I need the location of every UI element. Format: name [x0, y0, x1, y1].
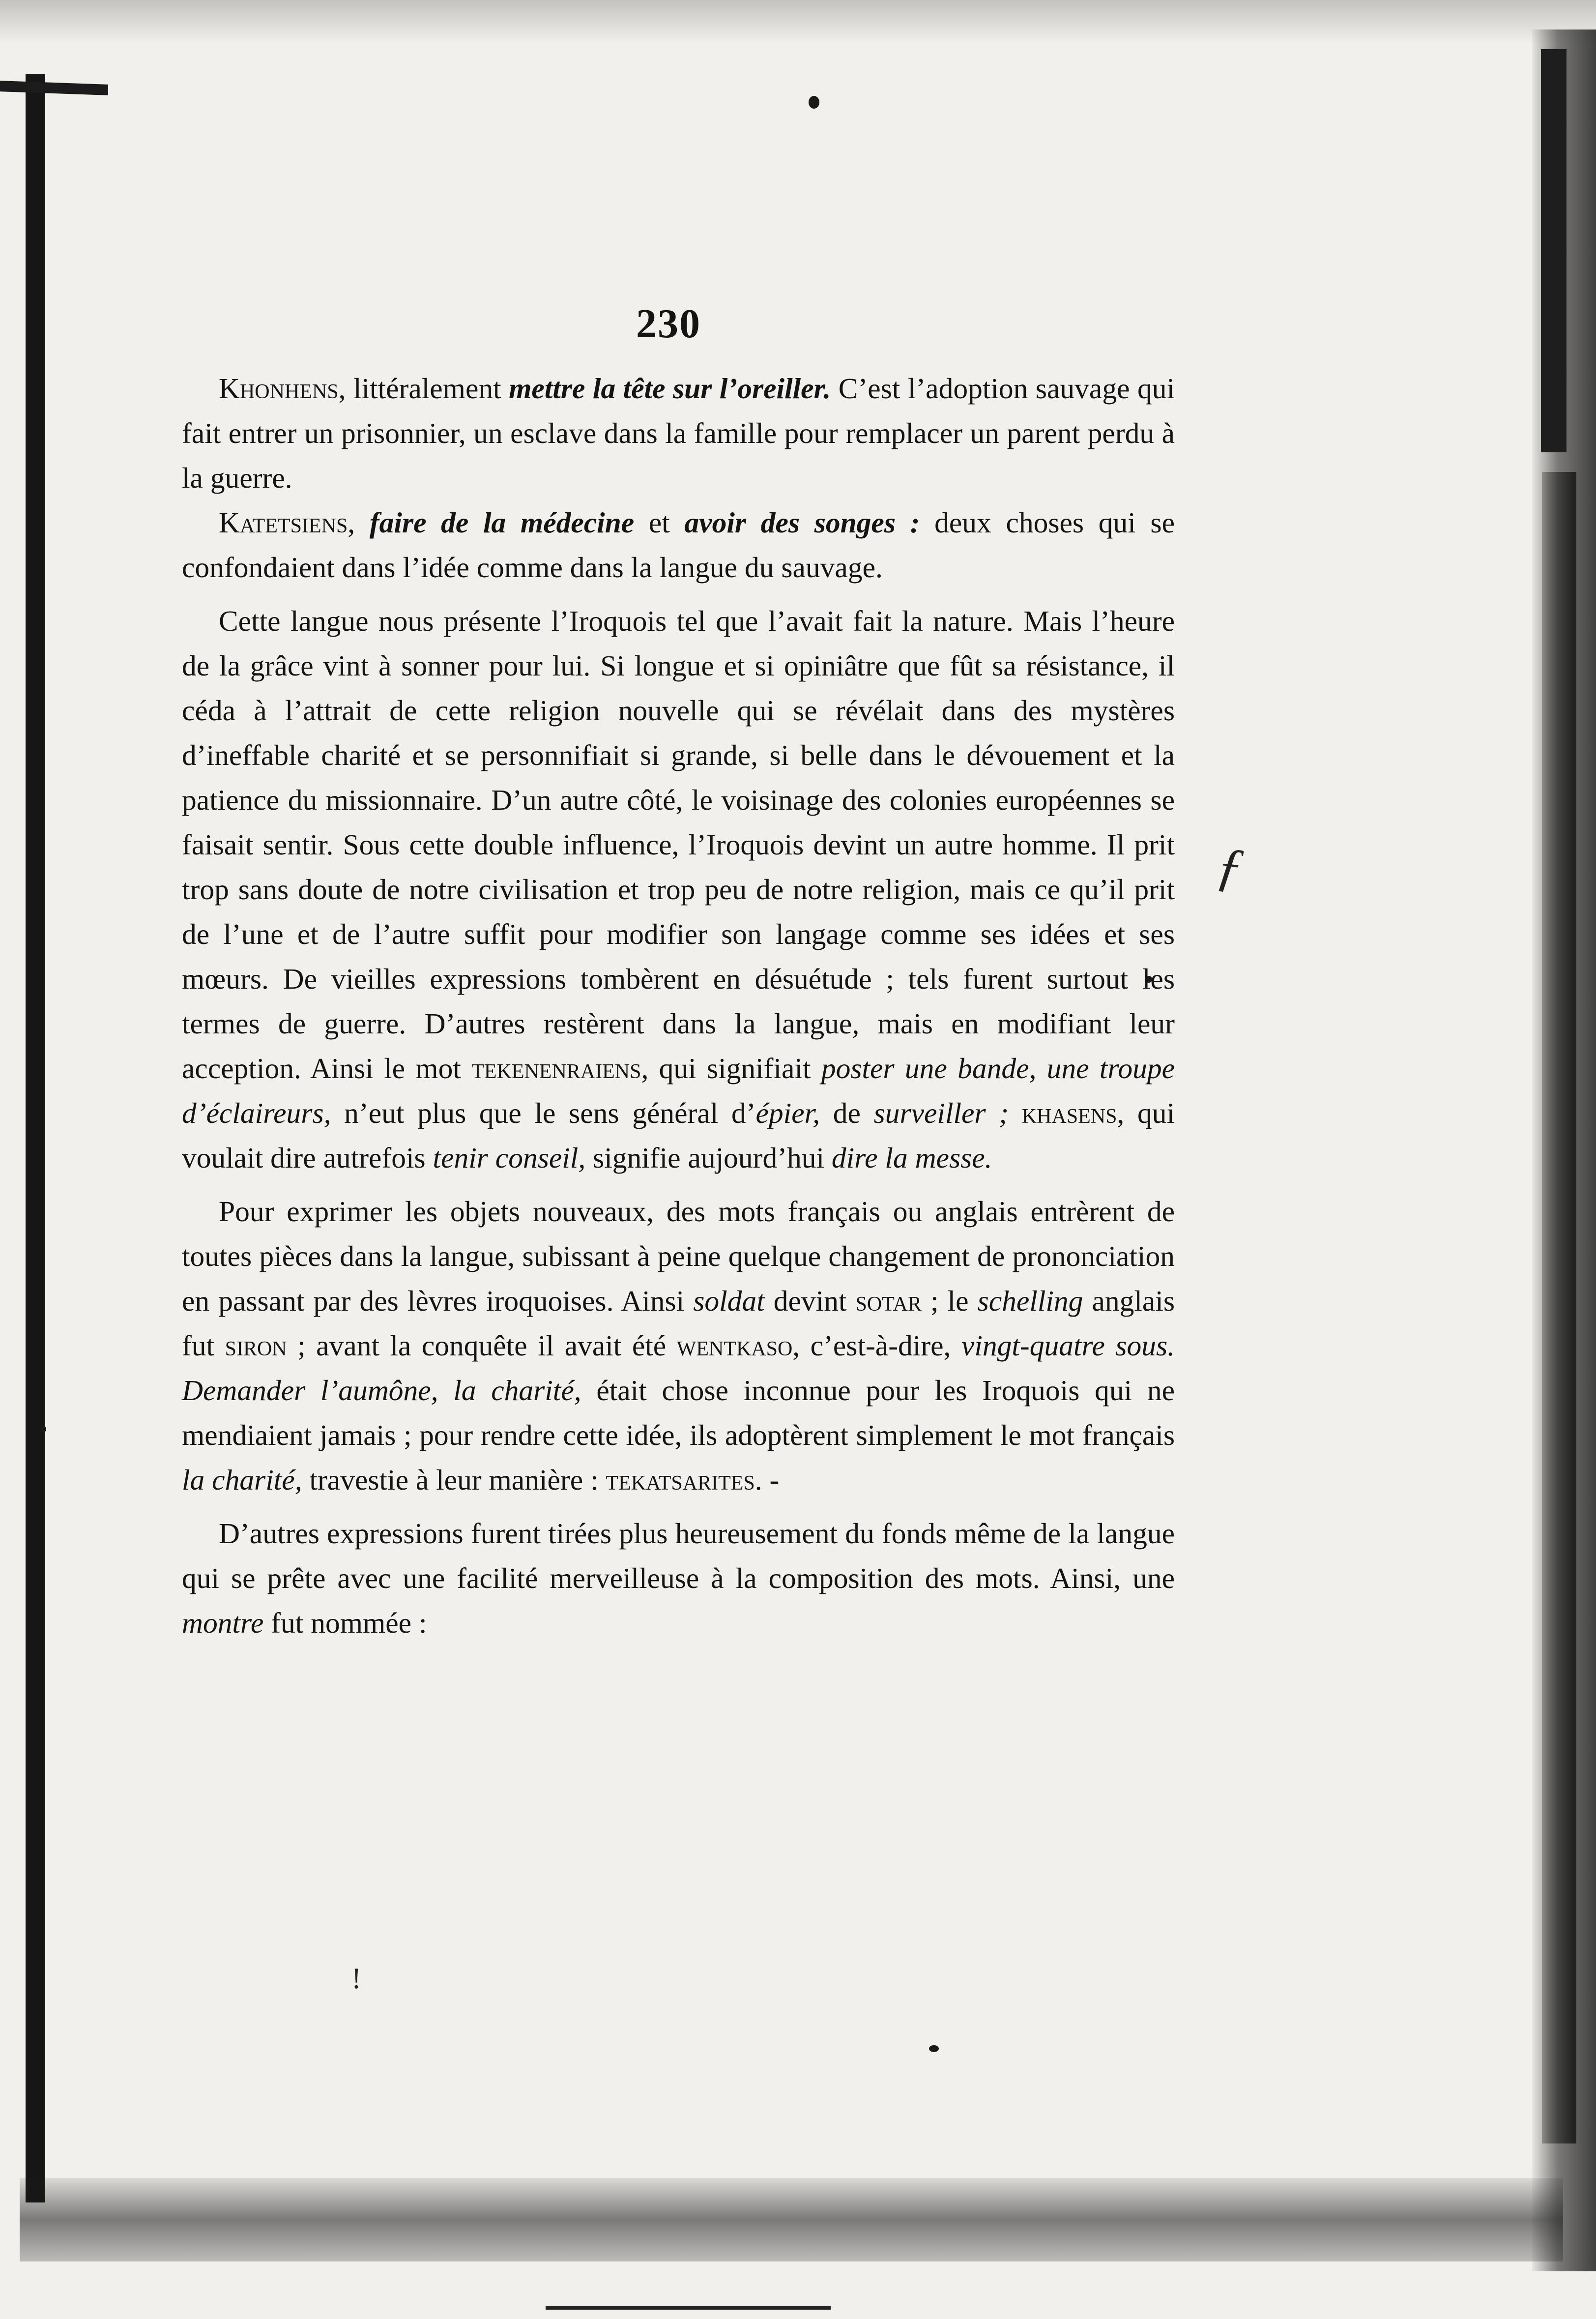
margin-handwritten-mark: ƒ [1212, 835, 1248, 899]
paragraph-khonhens [182, 366, 1175, 500]
text-run: signifie aujourd’hui [585, 1142, 832, 1174]
scan-speck [929, 2045, 939, 2052]
italic-run: mettre la tête sur l’oreiller. [509, 372, 831, 405]
text-run: ; le [921, 1285, 978, 1317]
term-katetsiens: Katetsiens, [219, 506, 355, 539]
text-run: devint [764, 1285, 856, 1317]
term-khonhens: Khonhens [219, 372, 339, 405]
italic-run: tenir conseil, [433, 1142, 586, 1174]
text-run: deux choses qui se confondaient dans l’idée comme dans la langue du sauvage. [182, 506, 1175, 584]
text-run: anglais fut [182, 1285, 1175, 1362]
text-run: travestie à leur manière : [302, 1464, 606, 1496]
text-run: n’eut plus que le sens général d’ [331, 1097, 756, 1129]
scan-top-noise [0, 0, 1596, 44]
term-khasens: khasens, [1021, 1097, 1125, 1129]
page-number: 230 [636, 301, 701, 347]
italic-run: schelling [977, 1285, 1083, 1317]
text-run: C’est l’adoption sauvage qui fait entrer un prisonnier, un esclave dans la famille pour remplacer un parent perdu à la guerre. [182, 372, 1175, 494]
text-run: Pour exprimer les objets nouveaux, des mots français ou anglais entrèrent de toutes pièces dans la langue, subissant à peine quelque changement de prononciation en passant par des lèvres iroquoises. Ainsi [182, 1195, 1175, 1317]
text-run: Cette langue nous présente l’Iroquois tel que l’avait fait la nature. Mais l’heure de la grâce vint à sonner pour lui. Si longue et si opiniâtre que fût sa résistance, il céda à l’attrait de cette religion nouvelle qui se révélait dans des mystères d’ineffable charité et se personnifiait si grande, si belle dans le dévouement et la patience du missionnaire. D’un autre côté, le voisinage des colonies européennes se faisait sentir. Sous cette double influence, l’Iroquois devint un autre homme. Il prit trop sans doute de notre civilisation et trop peu de notre religion, mais ce qu’il prit de l’une et de l’autre suffit pour modifier son langage comme ses idées et ses mœurs. De vieilles expressions tombèrent en désuétude ; tels furent surtout les termes de guerre. D’autres restèrent dans la langue, mais en modifiant leur acception. Ainsi le mot [182, 605, 1175, 1085]
italic-run: montre [182, 1607, 264, 1639]
term-tekatsarites: tekatsarites. [606, 1464, 762, 1496]
text-run: , littéralement [338, 372, 509, 405]
scan-speck [809, 96, 819, 109]
text-run: était chose inconnue pour les Iroquois qui ne mendiaient jamais ; pour rendre cette idée, ils adoptèrent simplement le mot français [182, 1374, 1175, 1451]
italic-run: vingt-quatre sous. [961, 1329, 1175, 1362]
text-run: ; avant la conquête il avait été [287, 1329, 677, 1362]
scan-bottom-band [20, 2178, 1563, 2261]
italic-run: poster une bande, une troupe d’éclaireurs, [182, 1052, 1175, 1129]
text-run: D’autres expressions furent tirées plus heureusement du fonds même de la langue qui se prête avec une facilité merveilleuse à la composition des mots. Ainsi, une [182, 1517, 1175, 1594]
term-siron: siron [225, 1329, 287, 1362]
text-run: de [820, 1097, 874, 1129]
term-tekenenraiens: tekenenraiens, [471, 1052, 649, 1085]
text-run: fut nommée : [263, 1607, 427, 1639]
scan-speck [39, 1426, 46, 1433]
term-sotar: sotar [855, 1285, 922, 1317]
text-run: qui voulait dire autrefois [182, 1097, 1175, 1174]
scan-bottom-rule [546, 2306, 831, 2310]
italic-run: faire de la médecine [355, 506, 635, 539]
body-text [182, 366, 1175, 1645]
paragraph-composition-mots [182, 1511, 1175, 1645]
text-run: c’est-à-dire, [800, 1329, 961, 1362]
scan-left-edge-bar [26, 74, 45, 2202]
paragraph-langue-iroquois [182, 599, 1175, 1180]
italic-run: épier, [755, 1097, 820, 1129]
italic-run: soldat [693, 1285, 765, 1317]
text-run: et [634, 506, 685, 539]
text-run [1009, 1097, 1022, 1129]
italic-run: la charité, [182, 1464, 302, 1496]
paragraph-objets-nouveaux [182, 1189, 1175, 1502]
scan-right-edge-dark-lower [1542, 472, 1576, 2143]
text-run: qui signifiait [648, 1052, 821, 1085]
italic-run: Demander l’aumône, la charité, [182, 1374, 581, 1407]
italic-run: surveiller ; [873, 1097, 1009, 1129]
paragraph-katetsiens [182, 500, 1175, 590]
scan-left-corner-mark [0, 81, 108, 95]
scan-right-edge-dark-upper [1541, 49, 1567, 452]
footer-mark: ǃ [351, 1962, 361, 1995]
term-wentkaso: wentkaso, [676, 1329, 800, 1362]
italic-run: dire la messe. [831, 1142, 992, 1174]
text-run: - [762, 1464, 780, 1496]
italic-run: avoir des songes : [684, 506, 920, 539]
